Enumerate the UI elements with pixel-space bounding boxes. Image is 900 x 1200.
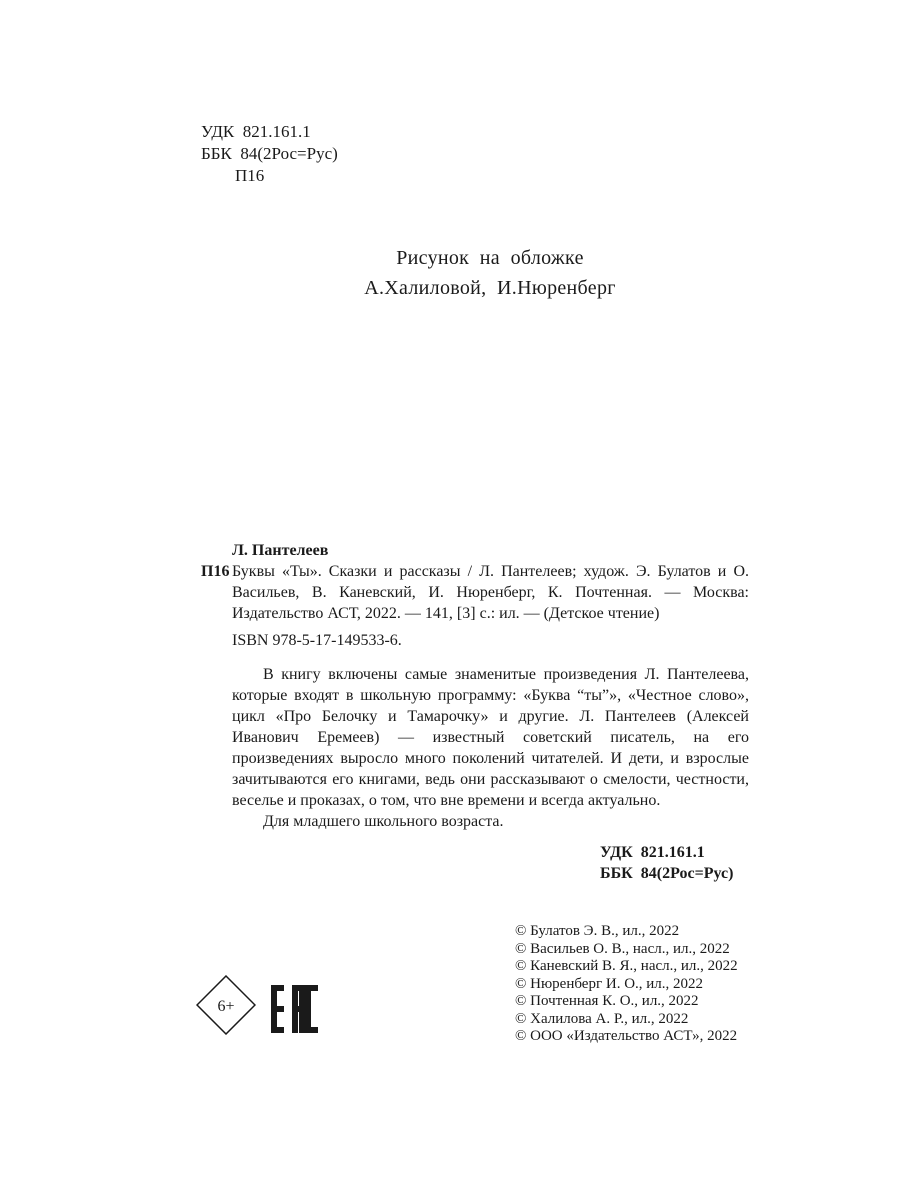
footer-bbk-row [600, 863, 733, 884]
cover-credit-line2: А.Халиловой, И.Нюренберг [364, 277, 616, 299]
record-author: Л. Пантелеев [232, 542, 329, 559]
header-classification [201, 121, 338, 187]
copyright-line: © ООО «Издательство АСТ», 2022 [515, 1028, 738, 1044]
footer-classification [600, 842, 733, 884]
copyright-line: © Нюренберг И. О., ил., 2022 [515, 975, 704, 992]
record-annotation: В книгу включены самые знаменитые произведения Л. Пантелеева, которые входят в школьную программу: «Буква “ты”», «Честное слово», цикл «Про Белочку и Тамарочку» и другие. Л. Пантелеев (Алексей Иванович Еремеев) — известный советский писатель, на его произведениях выросло много поколений читателей. И дети, и взрослые зачитываются его книгами, ведь они рассказывают о смелости, честности, веселье и проказах, о том, что вне времени и всегда актуально. [232, 666, 749, 809]
bibliographic-record [201, 540, 749, 832]
copyright-line: © Халилова А. Р., ил., 2022 [515, 1010, 689, 1027]
record-code: П16 [201, 563, 230, 580]
bbk-label: ББК [201, 144, 232, 163]
copyright-list [515, 923, 738, 1046]
header-bbk-row [201, 143, 338, 165]
footer-udk-row [600, 842, 733, 863]
record-entry [201, 561, 749, 624]
record-isbn: ISBN 978-5-17-149533-6. [232, 632, 402, 649]
footer-bbk-value: 84(2Рос=Рус) [640, 865, 734, 882]
footer-udk-value: 821.161.1 [640, 844, 705, 861]
copyright-line: © Васильев О. В., насл., ил., 2022 [515, 940, 730, 957]
footer-udk-label: УДК [600, 844, 633, 861]
header-udk-row [201, 121, 338, 143]
udk-label: УДК [201, 122, 235, 141]
age-rating-badge [196, 975, 256, 1035]
copyright-line: © Булатов Э. В., ил., 2022 [515, 923, 680, 939]
age-rating-text: 6+ [217, 998, 235, 1015]
copyright-line: © Почтенная К. О., ил., 2022 [515, 993, 699, 1009]
author-mark: П16 [235, 166, 265, 185]
cover-credit [0, 243, 900, 303]
record-audience: Для младшего школьного возраста. [263, 813, 504, 830]
bbk-value: 84(2Рос=Рус) [240, 144, 338, 163]
copyright-line: © Каневский В. Я., насл., ил., 2022 [515, 958, 738, 974]
udk-value: 821.161.1 [242, 122, 311, 141]
eac-certification-icon [270, 984, 318, 1034]
cover-credit-line1: Рисунок на обложке [396, 247, 584, 269]
footer-bbk-label: ББК [600, 865, 633, 882]
record-description: Буквы «Ты». Сказки и рассказы / Л. Пантелеев; худож. Э. Булатов и О. Васильев, В. Каневский, И. Нюренберг, К. Почтенная. — Москва: Издательство АСТ, 2022. — 141, [3] с.: ил. — (Детское чтение) [232, 563, 749, 622]
